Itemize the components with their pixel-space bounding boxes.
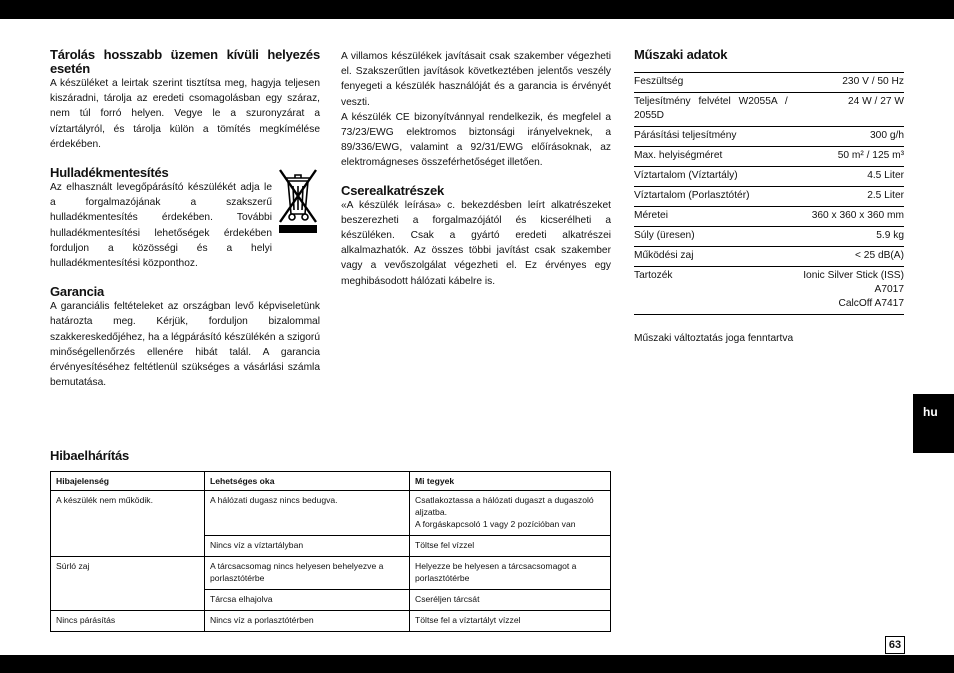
warranty-text: A garanciális feltételeket az országban levő képviseletünk határozta meg. Kérjük, forduljon bizalommal szakkereskedőjéhez, ha a légpárásító készülékén a szigorú minőségellenőrzés ellenére hibát talál. A garancia érvényesítéséhez feltétlenül szükséges a vásárlási számla bemutatása.: [50, 301, 320, 389]
spec-label: Víztartalom (Porlasztótér): [634, 187, 788, 207]
repair-text: A villamos készülékek javításait csak szakember végezheti el. Szakszerűtlen javítások következtében jelentős veszély fenyegeti a készülék használóját és a garancia is érvényét veszti.: [341, 51, 611, 108]
column-2: [341, 49, 611, 289]
symptom-cell: [51, 590, 205, 611]
column-3: [634, 48, 904, 346]
troubleshooting-table: [50, 471, 611, 632]
spec-row: [634, 73, 904, 93]
table-row: [51, 491, 611, 536]
specs-table: [634, 72, 904, 315]
action-cell: [410, 590, 611, 611]
disposal-heading: Hulladékmentesítés: [50, 165, 169, 181]
spec-row: [634, 247, 904, 267]
action-cell: [410, 536, 611, 557]
spec-value: [788, 167, 904, 187]
cause-cell: Tárcsa elhajolva: [205, 590, 410, 611]
action-line: A forgáskapcsoló 1 vagy 2 pozícióban van: [415, 519, 576, 529]
spec-row: [634, 127, 904, 147]
warranty-heading: Garancia: [50, 284, 105, 300]
specs-note: Műszaki változtatás joga fenntartva: [634, 333, 794, 344]
parts-text: «A készülék leírása» c. bekezdésben leírt alkatrészeket beszerezheti a forgalmazójától és kicserélheti a készüléken. Csak a gyártó eredeti alkatrészei alkalmazhatók. Az összes többi javítást csak szakember vagy a vevőszolgálat végezheti el. Ez érvényes egy meghibásodott hálózati kábelre is.: [341, 199, 611, 287]
symptom-cell: Súrló zaj: [51, 557, 205, 590]
column-header-cause: Lehetséges oka: [205, 472, 410, 491]
action-line: Töltse fel a víztartályt vízzel: [415, 615, 521, 625]
spec-value-line: CalcOff A7417: [838, 298, 904, 309]
top-black-bar: [0, 0, 954, 19]
column-header-action: Mi tegyek: [410, 472, 611, 491]
storage-heading: Tárolás hosszabb üzemen kívüli helyezés esetén: [50, 47, 320, 76]
spec-value-line: Ionic Silver Stick (ISS) A7017: [803, 270, 904, 295]
bottom-black-bar: [0, 655, 954, 673]
crossed-out-wheelie-bin-icon: [276, 164, 320, 234]
parts-heading: Cserealkatrészek: [341, 182, 445, 198]
spec-row: [634, 207, 904, 227]
spec-value: [788, 73, 904, 93]
spec-label: Működési zaj: [634, 247, 788, 267]
table-row: [51, 611, 611, 632]
cause-cell: Nincs víz a víztartályban: [205, 536, 410, 557]
cause-cell: Nincs víz a porlasztótérben: [205, 611, 410, 632]
spec-value: [788, 147, 904, 167]
page-number: 63: [885, 636, 905, 654]
spec-label: Max. helyiségméret: [634, 147, 788, 167]
spec-label: Víztartalom (Víztartály): [634, 167, 788, 187]
action-line: Helyezze be helyesen a tárcsacsomagot a porlasztótérbe: [415, 561, 577, 583]
spec-value-line: 360 x 360 x 360 mm: [811, 210, 904, 221]
spec-value: [788, 93, 904, 127]
spec-value-line: 300 g/h: [870, 130, 904, 141]
table-row: [51, 557, 611, 590]
spec-value: [788, 207, 904, 227]
spec-value: [788, 247, 904, 267]
action-line: Csatlakoztassa a hálózati dugaszt a dugaszoló aljzatba.: [415, 495, 594, 517]
column-header-symptom: Hibajelenség: [51, 472, 205, 491]
table-row: [51, 536, 611, 557]
spec-value-line: 230 V / 50 Hz: [842, 76, 904, 87]
spec-value-line: 5.9 kg: [876, 230, 904, 241]
spec-value-line: 50 m² / 125 m³: [837, 150, 904, 161]
ce-text: A készülék CE bizonyítvánnyal rendelkezik, és megfelel a 73/23/EWG elektromos biztonsági irányelveknek, a 89/336/EWG, valamint a 92/31/EWG előírásoknak, az elektromágneses összeférhetőséget illetően.: [341, 111, 611, 169]
spec-label: Méretei: [634, 207, 788, 227]
spec-row: [634, 187, 904, 207]
spec-value: [788, 127, 904, 147]
spec-label: Párásítási teljesítmény: [634, 127, 788, 147]
action-line: Cseréljen tárcsát: [415, 594, 480, 604]
spec-value: [788, 267, 904, 315]
action-cell: [410, 557, 611, 590]
specs-heading: Műszaki adatok: [634, 47, 728, 62]
storage-text: A készüléket a leirtak szerint tisztítsa meg, hagyja teljesen kiszáradni, tárolja az eredeti csomagolásban egy száraz, nem túl forró helyen. Vegye le a szuronyzárat a víztartályról, és tárolja külön a tömítés megkímélése érdekében.: [50, 78, 320, 150]
spec-row: [634, 267, 904, 315]
spec-row: [634, 167, 904, 187]
spec-value-line: 2.5 Liter: [867, 190, 904, 201]
spec-row: [634, 93, 904, 127]
action-cell: [410, 611, 611, 632]
spec-value: [788, 227, 904, 247]
spec-label: Tartozék: [634, 267, 788, 315]
symptom-cell: [51, 536, 205, 557]
troubleshooting-heading: Hibaelhárítás: [50, 448, 130, 463]
action-line: Töltse fel vízzel: [415, 540, 475, 550]
cause-cell: A tárcsacsomag nincs helyesen behelyezve a porlasztótérbe: [205, 557, 410, 590]
cause-cell: A hálózati dugasz nincs bedugva.: [205, 491, 410, 536]
spec-value-line: 24 W / 27 W: [847, 96, 904, 107]
spec-label: Feszültség: [634, 73, 788, 93]
spec-row: [634, 147, 904, 167]
spec-row: [634, 227, 904, 247]
symptom-cell: A készülék nem működik.: [51, 491, 205, 536]
language-tab: hu: [913, 394, 954, 453]
disposal-text: Az elhasznált levegőpárásító készülékét adja le a forgalmazójának a szakszerű hulladékmentesítés érdekében. További hulladékmentesítési lehetőségek érdekében forduljon a közösségi és a helyi hulladékmentesítési központhoz.: [50, 182, 272, 270]
spec-value: [788, 187, 904, 207]
symptom-cell: Nincs párásítás: [51, 611, 205, 632]
spec-value-line: 4.5 Liter: [867, 170, 904, 181]
spec-label: Súly (üresen): [634, 227, 788, 247]
spec-value-line: < 25 dB(A): [855, 250, 904, 261]
table-row: [51, 590, 611, 611]
action-cell: [410, 491, 611, 536]
spec-label: Teljesítmény felvétel W2055A / 2055D: [634, 93, 788, 127]
